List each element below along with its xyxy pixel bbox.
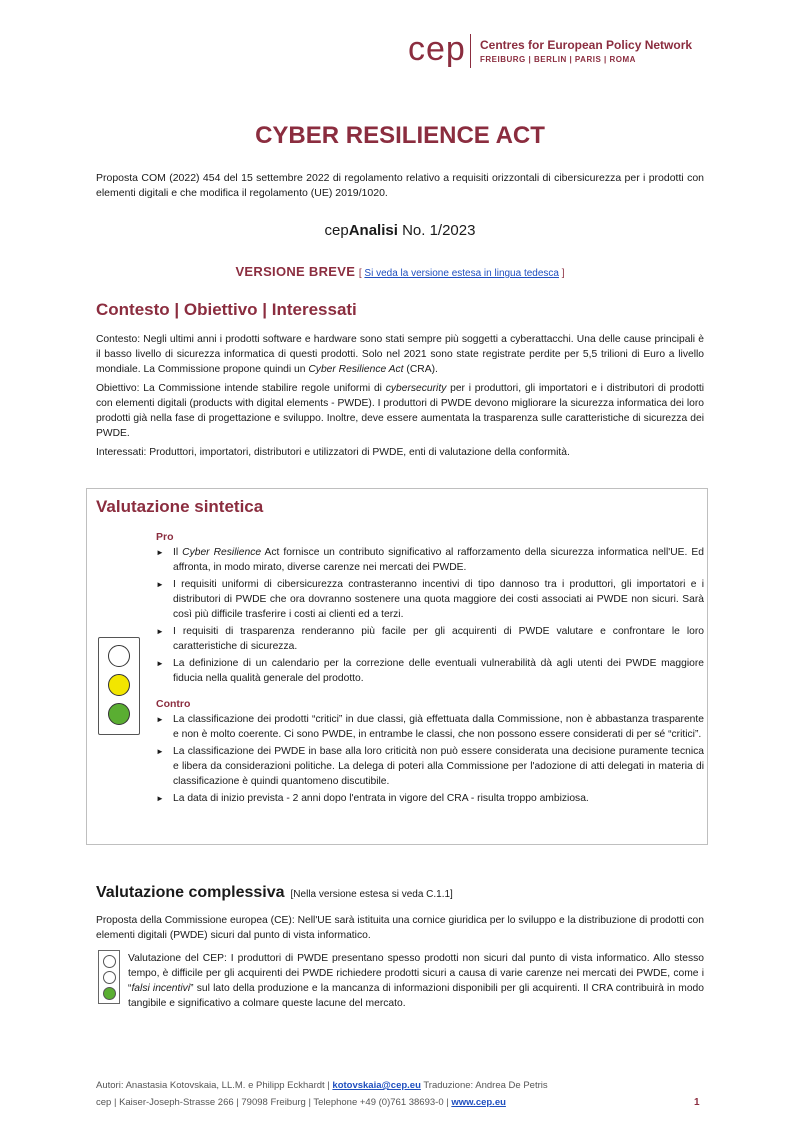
- contesto-label: Contesto:: [96, 334, 141, 345]
- document-title: CYBER RESILIENCE ACT: [255, 122, 545, 149]
- interessati-label: Interessati:: [96, 447, 147, 458]
- context-heading: Contesto | Obiettivo | Interessati: [96, 300, 357, 319]
- summary-heading: Valutazione sintetica: [96, 497, 264, 516]
- contesto-end: (CRA).: [403, 364, 438, 375]
- logo-divider: [470, 34, 471, 68]
- traffic-light-small-icon: [98, 950, 120, 1004]
- list-item: [156, 577, 704, 622]
- analysis-no: No. 1/2023: [397, 222, 476, 239]
- interessati-text: Produttori, importatori, distributori e utilizzatori di PWDE, enti di valutazione della conformità.: [146, 447, 570, 458]
- footer-address: [96, 1097, 704, 1108]
- contesto-text: Negli ultimi anni i prodotti software e hardware sono stati sempre più soggetti a cyberattacchi. Una delle cause principali è il basso livello di sicurezza informatica di questi prodotti. Solo nel 2021 sono state registrate perdite per 5,5 trilioni di Euro a livello mondiale. La Commissione propone quindi un: [96, 334, 704, 375]
- cep-paragraph: [128, 951, 704, 1011]
- list-item: [156, 712, 704, 742]
- light-off-icon: [103, 955, 116, 968]
- light-green-icon: [108, 703, 130, 725]
- contro-list: [156, 712, 704, 808]
- pro-3-text: La definizione di un calendario per la correzione delle eventuali vulnerabilità dà agli utenti dei PWDE maggiore fiducia nella qualità generale del prodotto.: [173, 658, 704, 684]
- light-yellow-icon: [108, 674, 130, 696]
- contro-1-text: La classificazione dei PWDE in base alla loro criticità non può essere considerata una decisione puramente tecnica e libera da considerazioni politiche. La delega di poteri alla Commissione per l'adozione di atti delegati in materia di classificazione è quindi quantomeno discutibile.: [173, 746, 704, 787]
- obiettivo-label: Obiettivo:: [96, 383, 140, 394]
- arrow-bullet-icon: ►: [156, 659, 164, 668]
- contesto-italic: Cyber Resilience Act: [308, 364, 404, 375]
- pro-list: [156, 545, 704, 688]
- overall-heading: [96, 884, 453, 902]
- obiettivo-italic: cybersecurity: [385, 383, 447, 394]
- author-email-link[interactable]: kotovskaia@cep.eu: [332, 1080, 421, 1091]
- list-item: [156, 656, 704, 686]
- obiettivo-text-1: La Commissione intende stabilire regole uniformi di: [139, 383, 386, 394]
- authors-text: Autori: Anastasia Kotovskaia, LL.M. e Philipp Eckhardt |: [96, 1080, 333, 1091]
- address-text: cep | Kaiser-Joseph-Strasse 266 | 79098 Freiburg | Telephone +49 (0)761 38693-0 |: [96, 1097, 452, 1108]
- analysis-number: [0, 222, 800, 239]
- pro-0-pre: Il: [173, 547, 183, 558]
- interessati-paragraph: [96, 445, 704, 460]
- arrow-bullet-icon: ►: [156, 794, 164, 803]
- pro-0-italic: Cyber Resilience: [182, 547, 262, 558]
- analysis-prefix: cep: [324, 222, 349, 239]
- list-item: [156, 744, 704, 789]
- pro-label: Pro: [156, 531, 174, 543]
- list-item: [156, 545, 704, 575]
- pro-2-text: I requisiti di trasparenza renderanno più facile per gli acquirenti di PWDE valutare e confrontare le loro caratteristiche di sicurezza.: [173, 626, 704, 652]
- cep-logo: cep: [408, 30, 466, 68]
- contesto-paragraph: [96, 332, 704, 377]
- footer-authors: [96, 1080, 704, 1091]
- overall-ref: [Nella versione estesa si veda C.1.1]: [290, 889, 453, 900]
- overall-heading-text: Valutazione complessiva: [96, 884, 285, 901]
- light-off-icon: [108, 645, 130, 667]
- extended-version-link[interactable]: Si veda la versione estesa in lingua tedesca: [364, 268, 559, 279]
- traffic-light-icon: [98, 637, 140, 735]
- contro-0-text: La classificazione dei prodotti “critici” in due classi, già effettuata dalla Commissione, non è abbastanza trasparente e non è molto coerente. Ci sono PWDE, in entrambe le classi, che non possono essere considerati di per sé “critici”.: [173, 714, 704, 740]
- arrow-bullet-icon: ►: [156, 747, 164, 756]
- website-link[interactable]: www.cep.eu: [451, 1097, 506, 1108]
- obiettivo-paragraph: [96, 381, 704, 441]
- org-name: Centres for European Policy Network: [480, 38, 693, 52]
- light-green-icon: [103, 987, 116, 1000]
- translation-text: Traduzione: Andrea De Petris: [420, 1080, 548, 1091]
- arrow-bullet-icon: ►: [156, 627, 164, 636]
- cep-italic: falsi incentivi: [131, 983, 191, 994]
- version-link-wrap: [359, 268, 565, 279]
- document-subtitle: Proposta COM (2022) 454 del 15 settembre 2022 di regolamento relativo a requisiti orizzontali di cibersicurezza per i prodotti con elementi digitali e che modifica il regolamento (UE) 2019/1020.: [96, 172, 704, 199]
- arrow-bullet-icon: ►: [156, 548, 164, 557]
- bracket-open: [: [358, 268, 365, 279]
- list-item: [156, 791, 704, 806]
- page-number: 1: [694, 1097, 700, 1108]
- analysis-bold: Analisi: [348, 222, 398, 239]
- obiettivo-text-2: per i produttori, gli importatori e i distributori di prodotti con elementi digitali (products with digital elements - PWDE). I produttori di PWDE devono migliorare la sicurezza informatica dei loro prodotti già nella fase di progettazione e sviluppo. Inoltre, deve essere aumentata la trasparenza sulle caratteristiche di sicurezza dei PWDE.: [96, 383, 705, 439]
- contro-2-text: La data di inizio prevista - 2 anni dopo l'entrata in vigore del CRA - risulta troppo ambiziosa.: [173, 793, 589, 804]
- arrow-bullet-icon: ►: [156, 715, 164, 724]
- contro-label: Contro: [156, 698, 191, 710]
- version-line: [0, 264, 800, 279]
- org-cities: FREIBURG | BERLIN | PARIS | ROMA: [480, 55, 636, 64]
- bracket-close: ]: [559, 268, 565, 279]
- cep-text-pre: Valutazione del CEP: I produttori di PWDE presentano spesso prodotti non sicuri dal punto di vista informatico. Allo stesso tempo, è difficile per gli acquirenti dei PWDE richiedere prodotti sicuri a causa di varie carenze nei mercati dei PWDE, come i “: [128, 953, 704, 994]
- list-item: [156, 624, 704, 654]
- cep-text-post: ” sul lato della produzione e la mancanza di informazioni disponibili per gli acquirenti. Il CRA contribuirà in modo tangibile e significativo a colmare queste lacune del mercato.: [128, 983, 704, 1009]
- pro-0-post: Act fornisce un contributo significativo al rafforzamento della sicurezza informatica nell'UE. Ed affronta, in modo mirato, diverse carenze nei mercati dei PWDE.: [173, 547, 704, 573]
- light-off-icon: [103, 971, 116, 984]
- ce-paragraph: Proposta della Commissione europea (CE): Nell'UE sarà istituita una cornice giuridica per lo sviluppo e la distribuzione di prodotti con elementi digitali (PWDE) sicuri dal punto di vista informatico.: [96, 915, 704, 941]
- version-label: VERSIONE BREVE: [235, 264, 356, 279]
- arrow-bullet-icon: ►: [156, 580, 164, 589]
- pro-1-text: I requisiti uniformi di cibersicurezza contrasteranno incentivi di tipo dannoso tra i produttori, gli importatori e i distributori di PWDE che ora dovranno sostenere una quota maggiore dei costi associati ai PWDE non sicuri. Sarà così più difficile trasferire i costi ai clienti ed a terzi.: [173, 579, 704, 620]
